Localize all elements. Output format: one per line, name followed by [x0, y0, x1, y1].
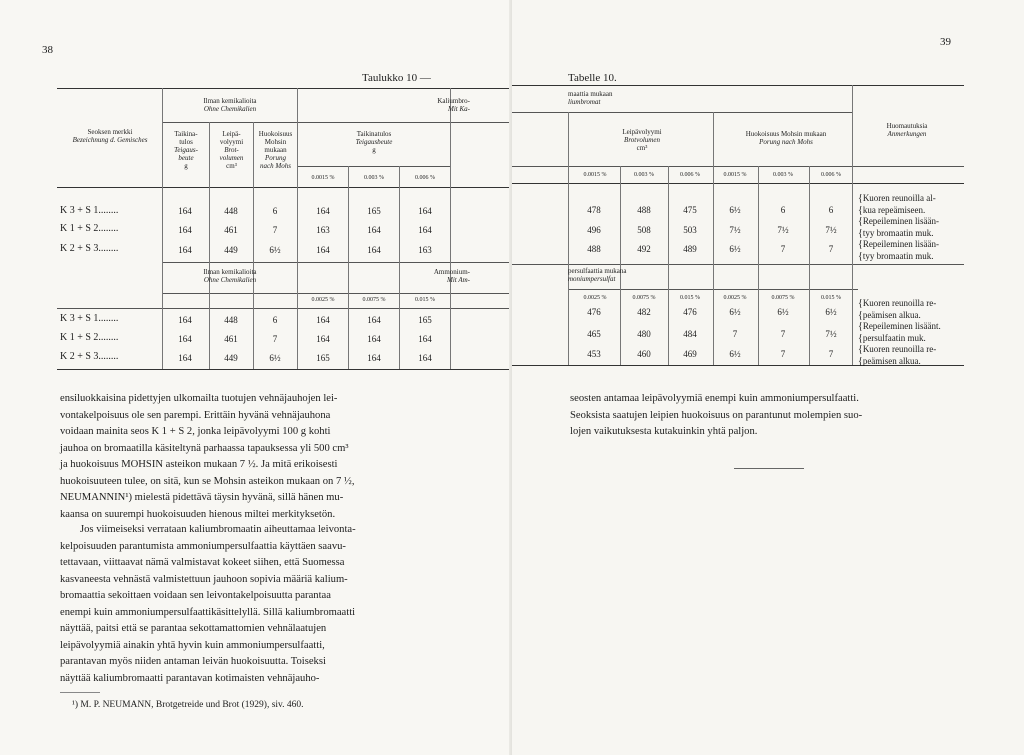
- concentration-label: 0.0025 %: [723, 295, 747, 301]
- table-cell: 164: [178, 315, 192, 325]
- table-cell: 164: [367, 334, 381, 344]
- group-title: maattia mukaan: [568, 90, 613, 98]
- table-cell: 6½: [777, 307, 789, 317]
- table-cell: 165: [316, 353, 330, 363]
- table-cell: 7: [828, 244, 834, 254]
- footnote-rule: [60, 692, 100, 693]
- concentration-label: 0.0075 %: [632, 295, 656, 301]
- table-cell: 476: [683, 307, 697, 317]
- concentration-label: 0.003 %: [364, 175, 384, 181]
- concentration-label: 0.015 %: [821, 295, 841, 301]
- table-vrule: [809, 166, 810, 365]
- group-header: [170, 97, 290, 113]
- huomautuksia-header: [857, 122, 957, 138]
- group-title: Kaliumbro-: [437, 97, 470, 105]
- concentration-label: 0.0015 %: [311, 175, 335, 181]
- table-cell: 164: [316, 245, 330, 255]
- table-vrule: [568, 112, 569, 365]
- table-cell: 7½: [825, 225, 837, 235]
- huokoisuus-header: [722, 130, 850, 146]
- text-line: näyttää, paitsi että se parantaa sekottamattomien vehnälaatujen: [60, 623, 327, 634]
- group-subtitle: Mit Am-: [446, 276, 470, 284]
- table-cell: 163: [316, 225, 330, 235]
- remark-line: Repeileminen lisään-: [862, 216, 940, 226]
- concentration-label: 0.003 %: [634, 172, 654, 178]
- header-line: mukaan: [264, 146, 287, 154]
- table-cell: 7: [732, 329, 738, 339]
- header-line: g: [372, 146, 376, 154]
- header-line: beute: [178, 154, 194, 162]
- table-cell: 164: [178, 245, 192, 255]
- group-title: Ilman kemikalioita: [203, 97, 257, 105]
- table-cell: 469: [683, 349, 697, 359]
- table-vrule: [620, 166, 621, 365]
- table-rule: [297, 166, 450, 167]
- table-cell: 164: [418, 353, 432, 363]
- table-cell: 6½: [269, 353, 281, 363]
- text-line: ja huokoisuus MOHSIN asteikon mukaan 7 ½. Ja mitä erikoisesti: [60, 459, 338, 470]
- table-cell: 164: [367, 315, 381, 325]
- text-line: leipävolyymiä ainakin yhtä hyvin kuin ammoniumpersulfaatti,: [60, 639, 325, 651]
- table-cell: 6: [828, 205, 834, 215]
- text-line: voidaan mainita seos K 1 + S 2, jonka leipävolyymi 100 g kohti: [60, 426, 331, 437]
- right-page: [512, 0, 1024, 755]
- table-cell: 489: [683, 244, 697, 254]
- table-cell: 165: [367, 206, 381, 216]
- table-rule: [512, 166, 964, 167]
- table-cell: 7: [272, 225, 278, 235]
- concentration-label: 0.015 %: [680, 295, 700, 301]
- table-rule: [57, 187, 512, 188]
- remark-line: peämisen alkua.: [862, 309, 921, 320]
- page-number: 38: [42, 44, 53, 56]
- table-cell: 164: [418, 225, 432, 235]
- remark-line: Repeileminen lisään-: [862, 239, 940, 249]
- row-label: K 3 + S 1........: [60, 205, 119, 216]
- table-cell: 164: [367, 245, 381, 255]
- table-cell: 164: [178, 225, 192, 235]
- group-subtitle: Ohne Chemikalien: [203, 105, 257, 113]
- header-line: nach Mohs: [260, 162, 291, 170]
- table-cell: 7½: [825, 329, 837, 339]
- header-line: Huomautuksia: [886, 122, 928, 130]
- body-paragraph: [60, 522, 455, 687]
- concentration-label: 0.0025 %: [311, 297, 335, 303]
- table-cell: 6: [780, 205, 786, 215]
- table-cell: 492: [637, 244, 651, 254]
- table-cell: 488: [587, 244, 601, 254]
- body-paragraph: [60, 391, 455, 523]
- table-cell: 478: [587, 205, 601, 215]
- footnote: ¹) M. P. NEUMANN, Brotgetreide und Brot (1929), siv. 460.: [72, 700, 304, 710]
- text-line: lojen vaikutuksesta kutakuinkin yhtä paljon.: [570, 426, 758, 437]
- header-line: Taikina-: [174, 130, 198, 138]
- table-cell: 6½: [729, 244, 741, 254]
- taikinatulos-header: [163, 130, 209, 170]
- leipavolyymi-header: [612, 128, 672, 152]
- header-line: Brotvolumen: [624, 136, 660, 144]
- table-cell: 163: [418, 245, 432, 255]
- header-line: volumen: [219, 154, 244, 162]
- table-caption: Tabelle 10.: [568, 72, 617, 84]
- group-title: persulfaattia mukana: [568, 267, 627, 275]
- header-line: Leipävolyymi: [622, 128, 662, 136]
- remark-line: tyy bromaatin muk.: [862, 250, 934, 261]
- table-cell: 461: [224, 334, 238, 344]
- table-cell: 461: [224, 225, 238, 235]
- table-cell: 465: [587, 329, 601, 339]
- table-rule: [57, 308, 512, 309]
- table-cell: 453: [587, 349, 601, 359]
- table-cell: 164: [178, 334, 192, 344]
- text-line: jauhoa on bromaatilla käsiteltynä parhaassa tapauksessa yli 500 cm³: [60, 442, 349, 454]
- concentration-label: 0.0025 %: [583, 295, 607, 301]
- body-paragraph: [570, 391, 965, 441]
- concentration-label: 0.006 %: [821, 172, 841, 178]
- text-line: kaansa on suurempi huokoisuuden hienous miltei merkityksetön.: [60, 508, 336, 520]
- table-cell: 448: [224, 206, 238, 216]
- header-line: g: [184, 162, 188, 170]
- table-cell: 164: [367, 225, 381, 235]
- text-line: bromaattia sekoittaen voidaan sen leivontakelpoisuutta parantaa: [60, 590, 331, 601]
- table-cell: 7: [780, 349, 786, 359]
- table-bottom-rule: [57, 369, 512, 370]
- table-rule: [512, 183, 964, 184]
- concentration-label: 0.0015 %: [583, 172, 607, 178]
- table-cell: 7: [780, 244, 786, 254]
- table-cell: 476: [587, 307, 601, 317]
- header-line: Leipä-: [222, 130, 241, 138]
- text-line: ensiluokkaisina pidettyjen ulkomailta tuotujen vehnäjauhojen lei-: [60, 393, 338, 404]
- table-cell: 164: [316, 315, 330, 325]
- group-header-kalium: [400, 97, 470, 113]
- table-cell: 496: [587, 225, 601, 235]
- table-cell: 7: [272, 334, 278, 344]
- row-label: K 1 + S 2........: [60, 332, 119, 343]
- table-cell: 6½: [729, 349, 741, 359]
- header-line: Porung nach Mohs: [759, 138, 813, 146]
- header-line: Huokoisuus Mohsin mukaan: [745, 130, 827, 138]
- concentration-label: 0.003 %: [773, 172, 793, 178]
- header-line: Porung: [265, 154, 286, 162]
- table-cell: 6½: [269, 245, 281, 255]
- table-rule: [162, 293, 512, 294]
- text-line: huokoisuuteen tulee, on sitä, kun se Mohsin asteikon mukaan on 7 ½,: [60, 475, 355, 487]
- group-header: [170, 268, 290, 284]
- page-number: 39: [940, 36, 951, 48]
- table-cell: 164: [316, 206, 330, 216]
- group-title: Ammonium-: [433, 268, 470, 276]
- table-vrule: [348, 166, 349, 369]
- table-cell: 503: [683, 225, 697, 235]
- header-line: Seoksen merkki: [87, 128, 133, 136]
- table-cell: 6: [272, 206, 278, 216]
- group-subtitle: moniumpersulfat: [568, 275, 616, 283]
- text-line: seosten antamaa leipävolyymiä enempi kuin ammoniumpersulfaatti.: [570, 393, 859, 404]
- table-cell: 508: [637, 225, 651, 235]
- remark-line: Repeileminen lisäänt.: [862, 321, 941, 331]
- table-cell: 7½: [777, 225, 789, 235]
- group-subtitle: liumbromat: [568, 98, 601, 106]
- header-line: Teigausbeute: [355, 138, 393, 146]
- table-cell: 484: [683, 329, 697, 339]
- text-line: tettavaan, viittaavat nämä valmistavat kokeet siihen, että Suomessa: [60, 557, 345, 568]
- remark-line: Kuoren reunoilla al-: [862, 193, 936, 203]
- remark-line: Kuoren reunoilla re-: [862, 344, 937, 354]
- table-cell: 7: [828, 349, 834, 359]
- table-cell: 449: [224, 353, 238, 363]
- table-cell: 6½: [729, 307, 741, 317]
- table-cell: 164: [316, 334, 330, 344]
- concentration-label: 0.015 %: [415, 297, 435, 303]
- huokoisuus-header: [254, 130, 297, 170]
- table-cell: 449: [224, 245, 238, 255]
- taikinatulos2-header: [300, 130, 448, 154]
- header-line: Huokoisuus: [258, 130, 293, 138]
- header-line: Taikinatulos: [356, 130, 392, 138]
- group-subtitle: Ohne Chemikalien: [203, 276, 257, 284]
- concentration-label: 0.0015 %: [723, 172, 747, 178]
- concentration-label: 0.0075 %: [362, 297, 386, 303]
- remark-line: tyy bromaatin muk.: [862, 227, 934, 238]
- remark-line: peämisen alkua.: [862, 355, 921, 366]
- header-line: Mohsin: [264, 138, 287, 146]
- group-header-ammonium: [568, 267, 627, 283]
- group-title: Ilman kemikalioita: [203, 268, 257, 276]
- group-header-ammonium: [400, 268, 470, 284]
- table-cell: 482: [637, 307, 651, 317]
- header-line: cm³: [226, 162, 237, 170]
- leipavolyymi-header: [210, 130, 253, 170]
- table-vrule: [668, 166, 669, 365]
- table-vrule: [713, 112, 714, 365]
- text-line: kelpoisuuden parantumista ammoniumpersulfaattia käyttäen saavu-: [60, 540, 346, 552]
- group-subtitle: Mit Ka-: [448, 105, 470, 113]
- remark-line: kua repeämiseen.: [862, 204, 926, 215]
- table-rule: [512, 264, 964, 265]
- row-label: K 2 + S 3........: [60, 243, 119, 254]
- table-vrule: [758, 166, 759, 365]
- header-line: Anmerkungen: [887, 130, 927, 138]
- header-line: volyymi: [219, 138, 244, 146]
- sample-column-header: [60, 128, 160, 144]
- table-cell: 7½: [729, 225, 741, 235]
- text-line: Jos viimeiseksi verrataan kaliumbromaatin aiheuttamaa leivonta-: [80, 524, 356, 535]
- table-rule: [162, 262, 512, 263]
- concentration-label: 0.006 %: [415, 175, 435, 181]
- table-cell: 6: [272, 315, 278, 325]
- table-cell: 7: [780, 329, 786, 339]
- table-cell: 6½: [825, 307, 837, 317]
- concentration-label: 0.0075 %: [771, 295, 795, 301]
- concentration-label: 0.006 %: [680, 172, 700, 178]
- table-top-rule: [57, 88, 512, 89]
- remark-line: Kuoren reunoilla re-: [862, 298, 937, 308]
- table-vrule: [852, 85, 853, 365]
- section-end-rule: [734, 468, 804, 469]
- header-line: cm³: [636, 144, 648, 152]
- table-cell: 164: [418, 334, 432, 344]
- text-line: parantavan myös niiden antaman leivän huokoisuutta. Toiseksi: [60, 656, 326, 667]
- row-label: K 2 + S 3........: [60, 351, 119, 362]
- text-line: kasvaneesta vehnästä valmistettuun jauhoon sopivia määriä kalium-: [60, 573, 348, 585]
- table-top-rule: [512, 85, 964, 86]
- table-rule: [162, 122, 512, 123]
- text-line: NEUMANNIN¹) mielestä pidettävä täysin hyvänä, sillä hänen mu-: [60, 492, 344, 503]
- header-line: Teigaus-: [174, 146, 198, 154]
- table-rule: [512, 112, 852, 113]
- header-line: Bezeichnung d. Gemisches: [72, 136, 148, 144]
- text-line: enempi kuin ammoniumpersulfaattikäsittelyllä. Sillä kaliumbromaatti: [60, 606, 356, 618]
- table-vrule: [297, 88, 298, 369]
- row-label: K 1 + S 2........: [60, 223, 119, 234]
- row-label: K 3 + S 1........: [60, 313, 119, 324]
- remark-line: persulfaatin muk.: [862, 332, 926, 343]
- text-line: näyttää kaliumbromaatti parantavan kotimaisten vehnäjauho-: [60, 672, 320, 684]
- table-cell: 448: [224, 315, 238, 325]
- table-cell: 6½: [729, 205, 741, 215]
- table-cell: 460: [637, 349, 651, 359]
- header-line: tulos: [179, 138, 193, 146]
- table-cell: 164: [367, 353, 381, 363]
- table-cell: 480: [637, 329, 651, 339]
- remarks-block: {Kuoren reunoilla re- {peämisen alkua. {Repeileminen lisäänt. {persulfaatin muk. {Kuoren reunoilla re- {peämisen alkua.: [858, 298, 941, 367]
- table-cell: 164: [178, 206, 192, 216]
- table-vrule: [450, 88, 451, 369]
- header-line: Brot-: [224, 146, 239, 154]
- table-cell: 164: [418, 206, 432, 216]
- table-caption: Taulukko 10 —: [362, 72, 431, 84]
- group-header-kalium: [568, 90, 613, 106]
- text-line: vontakelpoisuus ole sen parempi. Erittäin hyvänä vehnäjauhona: [60, 409, 331, 421]
- table-cell: 475: [683, 205, 697, 215]
- table-cell: 164: [178, 353, 192, 363]
- text-line: Seoksista saatujen leipien huokoisuus on parantunut molempien suo-: [570, 409, 863, 421]
- table-cell: 165: [418, 315, 432, 325]
- remarks-block: {Kuoren reunoilla al- {kua repeämiseen. {Repeileminen lisään- {tyy bromaatin muk. {Repeileminen lisään- {tyy bromaatin muk.: [858, 193, 940, 262]
- table-cell: 488: [637, 205, 651, 215]
